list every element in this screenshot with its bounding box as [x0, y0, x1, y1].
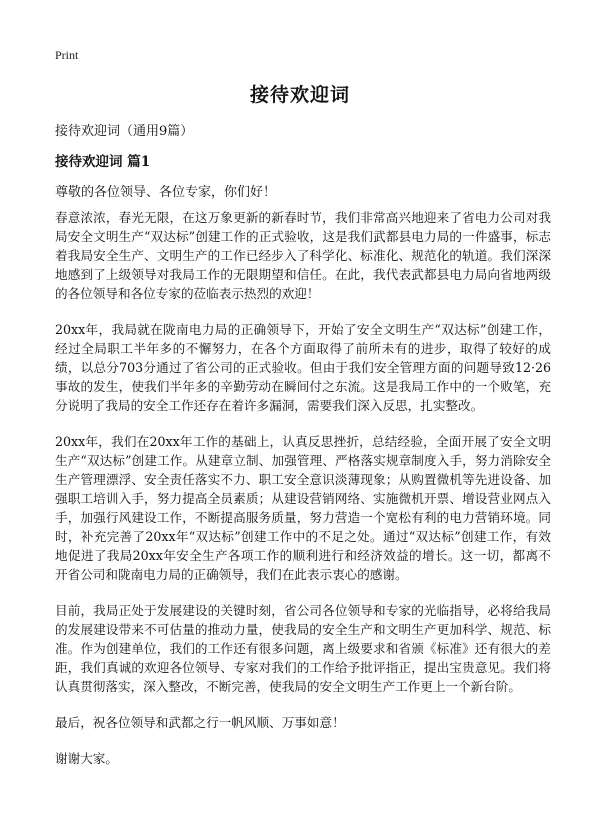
page-title: 接待欢迎词 [249, 84, 350, 106]
paragraph-4: 目前，我局正处于发展建设的关键时刻，省公司各位领导和专家的光临指导，必将给我局的发展建设带来不可估量的推动力量，使我局的安全生产和文明生产更加科学、规范、标准。作为创建单位，我们的工作还有很多问题，离上级要求和省颁《标准》还有很大的差距，我们真诚的欢迎各位领导、专家对我们的工作给予批评指正，提出宝贵意见。我们将认真贯彻落实，深入整改，不断完善，使我局的安全文明生产工作更上一个新台阶。 [55, 603, 551, 694]
section-heading: 接待欢迎词 篇1 [55, 154, 151, 170]
paragraph-2: 20xx年，我局就在陇南电力局的正确领导下，开始了安全文明生产“双达标”创建工作，经过全局职工半年多的不懈努力，在各个方面取得了前所未有的进步，取得了较好的成绩，以总分703分通过了省公司的正式验收。但由于我们安全管理方面的问题导致12·26事故的发生，使我们半年多的辛勤劳动在瞬间付之东流。这是我局工作中的一个败笔，充分说明了我局的安全工作还存在着许多漏洞，需要我们深入反思，扎实整改。 [55, 322, 551, 413]
greeting-line: 尊敬的各位领导、各位专家，你们好！ [55, 185, 277, 200]
article-body [55, 208, 551, 785]
paragraph-closing: 最后，祝各位领导和武都之行一帆风顺、万事如意！ [55, 715, 345, 730]
document-subtitle: 接待欢迎词（通用9篇） [55, 124, 194, 139]
print-link[interactable]: Print [55, 48, 79, 62]
paragraph-1: 春意浓浓，春光无限，在这万象更新的新春时节，我们非常高兴地迎来了省电力公司对我局安全文明生产“双达标”创建工作的正式验收，这是我们武都县电力局的一件盛事，标志着我局安全生产、文明生产的工作已经步入了科学化、标准化、规范化的轨道。我们深深地感到了上级领导对我局工作的无限期望和信任。在此，我代表武都县电力局向省地两级的各位领导和各位专家的莅临表示热烈的欢迎！ [55, 210, 551, 301]
paragraph-3: 20xx年，我们在20xx年工作的基础上，认真反思挫折，总结经验，全面开展了安全文明生产“双达标”创建工作。从建章立制、加强管理、严格落实规章制度入手，努力消除安全生产管理漂浮、安全责任落实不力、职工安全意识淡薄现象；从购置微机等先进设备、加强职工培训入手，努力提高全员素质；从建设营销网络、实施微机开票、增设营业网点入手，加强行风建设工作，不断提高服务质量，努力营造一个宽松有利的电力营销环境。同时，补充完善了20xx年“双达标”创建工作中的不足之处。通过“双达标”创建工作，有效地促进了我局20xx年安全生产各项工作的顺利进行和经济效益的增长。这一切，都离不开省公司和陇南电力局的正确领导，我们在此表示衷心的感谢。 [55, 434, 551, 582]
paragraph-thanks: 谢谢大家。 [55, 751, 118, 766]
